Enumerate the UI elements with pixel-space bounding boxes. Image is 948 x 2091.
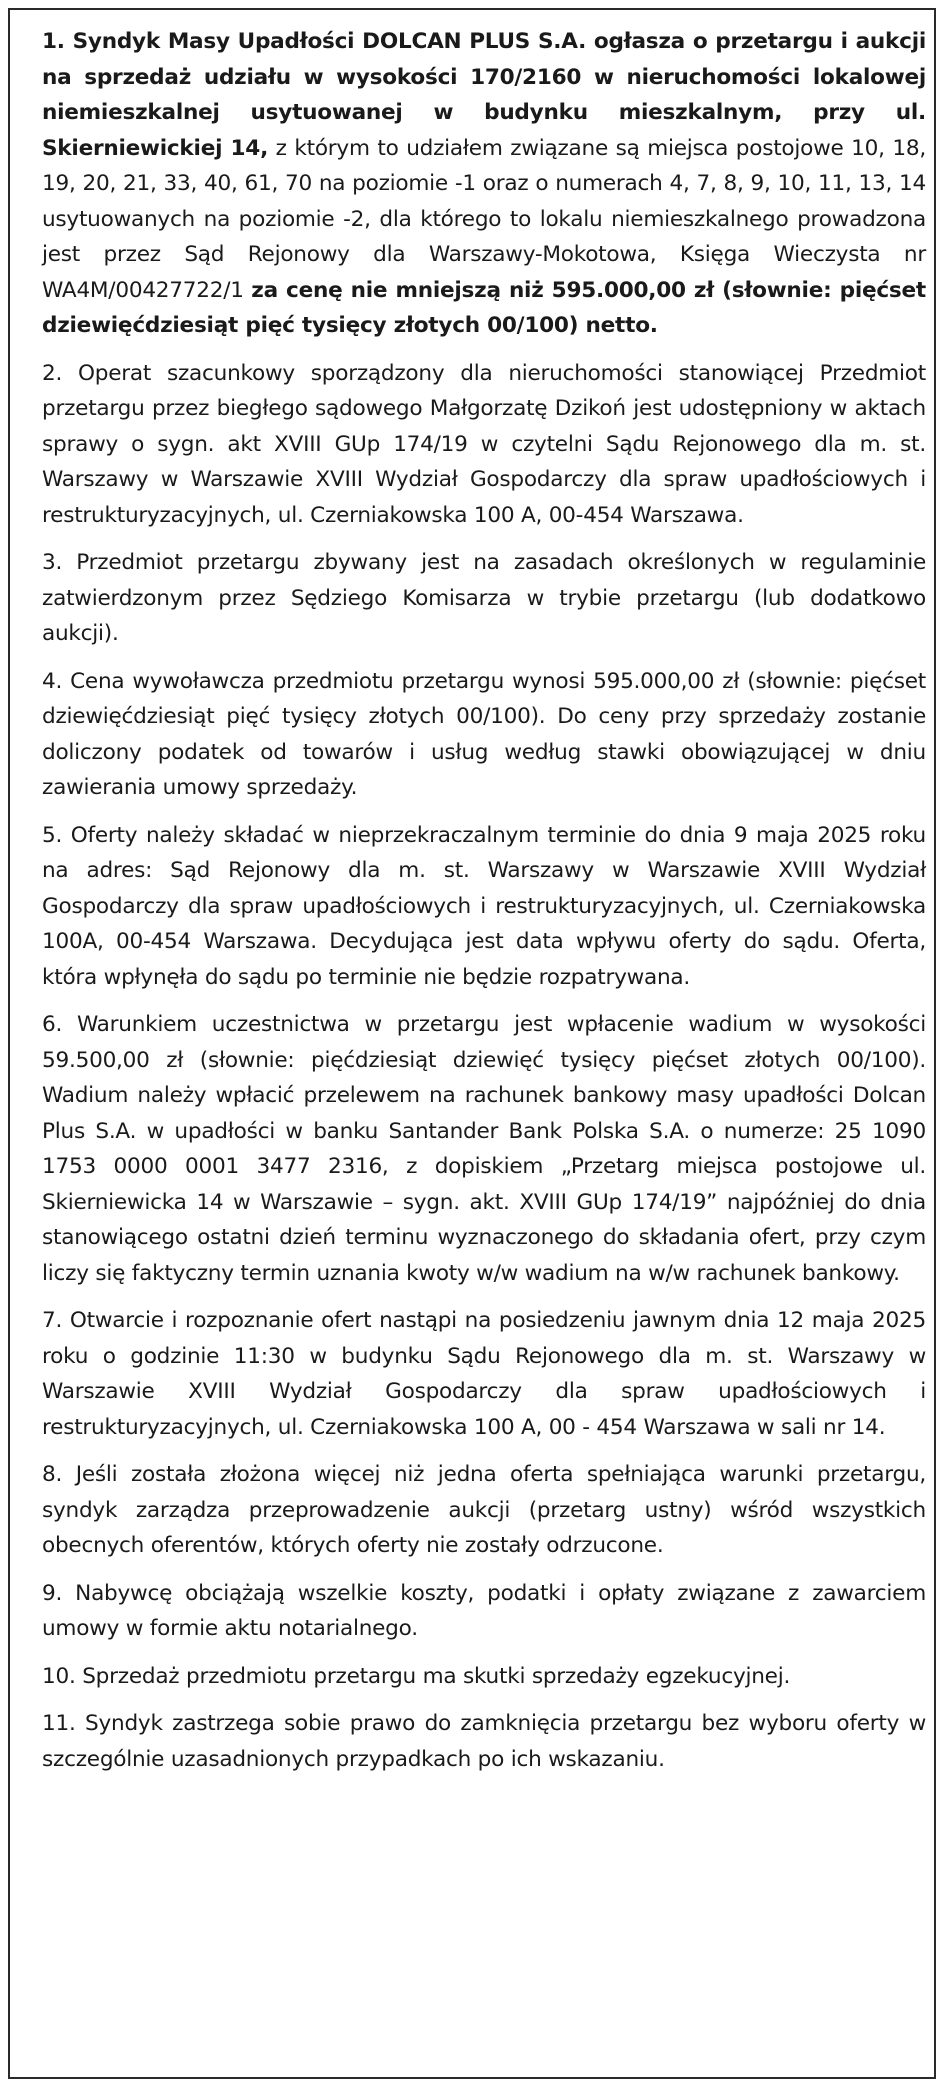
paragraph-2: 2. Operat szacunkowy sporządzony dla nieruchomości stanowiącej Przedmiot przetargu przez biegłego sądowego Małgorzatę Dzikoń jest udostępniony w aktach sprawy o sygn. akt XVIII GUp 174/19 w czytelni Sądu Rejonowego dla m. st. Warszawy w Warszawie XVIII Wydział Gospodarczy dla spraw upadłościowych i restrukturyzacyjnych, ul. Czerniakowska 100 A, 00-454 Warszawa. <box>42 360 926 528</box>
paragraph-1 <box>42 24 926 344</box>
paragraph-10: 10. Sprzedaż przedmiotu przetargu ma skutki sprzedaży egzekucyjnej. <box>42 1663 791 1689</box>
notice-body <box>42 24 926 1789</box>
paragraph-9: 9. Nabywcę obciążają wszelkie koszty, podatki i opłaty związane z zawarciem umowy w formie aktu notarialnego. <box>42 1580 926 1641</box>
paragraph-4: 4. Cena wywoławcza przedmiotu przetargu wynosi 595.000,00 zł (słownie: pięćset dziewięćdziesiąt pięć tysięcy złotych 00/100). Do ceny przy sprzedaży zostanie doliczony podatek od towarów i usług według stawki obowiązującej w dniu zawierania umowy sprzedaży. <box>42 668 926 800</box>
paragraph-8: 8. Jeśli została złożona więcej niż jedna oferta spełniająca warunki przetargu, syndyk zarządza przeprowadzenie aukcji (przetarg ustny) wśród wszystkich obecnych oferentów, których oferty nie zostały odrzucone. <box>42 1462 926 1558</box>
paragraph-1-intro: 1. Syndyk Masy Upadłości DOLCAN PLUS S.A. ogłasza o przetargu i aukcji na sprzedaż udziału w wysokości 170/2160 w nieruchomości lokalowej niemieszkalnej usytuowanej w budynku mieszkalnym, przy ul. Skierniewickiej 14, <box>42 29 926 161</box>
paragraph-11: 11. Syndyk zastrzega sobie prawo do zamknięcia przetargu bez wyboru oferty w szczególnie uzasadnionych przypadkach po ich wskazaniu. <box>42 1711 926 1772</box>
paragraph-6: 6. Warunkiem uczestnictwa w przetargu jest wpłacenie wadium w wysokości 59.500,00 zł (słownie: pięćdziesiąt dziewięć tysięcy pięćset złotych 00/100). Wadium należy wpłacić przelewem na rachunek bankowy masy upadłości Dolcan Plus S.A. w upadłości w banku Santander Bank Polska S.A. o numerze: 25 1090 1753 0000 0001 3477 2316, z dopiskiem „Przetarg miejsca postojowe ul. Skierniewicka 14 w Warszawie – sygn. akt. XVIII GUp 174/19” najpóźniej do dnia stanowiącego ostatni dzień terminu wyznaczonego do składania ofert, przy czym liczy się faktyczny termin uznania kwoty w/w wadium na w/w rachunek bankowy. <box>42 1012 926 1286</box>
paragraph-1-details: z którym to udziałem związane są miejsca postojowe 10, 18, 19, 20, 21, 33, 40, 61, 70 na poziomie -1 oraz o numerach 4, 7, 8, 9, 10, 11, 13, 14 usytuowanych na poziomie -2, dla którego to lokalu niemieszkalnego prowadzona jest przez Sąd Rejonowy dla Warszawy-Mokotowa, Księga Wieczysta nr WA4M/00427722/1 <box>42 135 926 303</box>
paragraph-7: 7. Otwarcie i rozpoznanie ofert nastąpi na posiedzeniu jawnym dnia 12 maja 2025 roku o godzinie 11:30 w budynku Sądu Rejonowego dla m. st. Warszawy w Warszawie XVIII Wydział Gospodarczy dla spraw upadłościowych i restrukturyzacyjnych, ul. Czerniakowska 100 A, 00 - 454 Warszawa w sali nr 14. <box>42 1308 926 1440</box>
paragraph-1-price: za cenę nie mniejszą niż 595.000,00 zł (słownie: pięćset dziewięćdziesiąt pięć tysięcy złotych 00/100) netto. <box>42 277 927 338</box>
paragraph-5: 5. Oferty należy składać w nieprzekraczalnym terminie do dnia 9 maja 2025 roku na adres: Sąd Rejonowy dla m. st. Warszawy w Warszawie XVIII Wydział Gospodarczy dla spraw upadłościowych i restrukturyzacyjnych, ul. Czerniakowska 100A, 00-454 Warszawa. Decydująca jest data wpływu oferty do sądu. Oferta, która wpłynęła do sądu po terminie nie będzie rozpatrywana. <box>42 822 926 990</box>
paragraph-3: 3. Przedmiot przetargu zbywany jest na zasadach określonych w regulaminie zatwierdzonym przez Sędziego Komisarza w trybie przetargu (lub dodatkowo aukcji). <box>42 550 926 646</box>
notice-frame <box>8 8 936 2079</box>
